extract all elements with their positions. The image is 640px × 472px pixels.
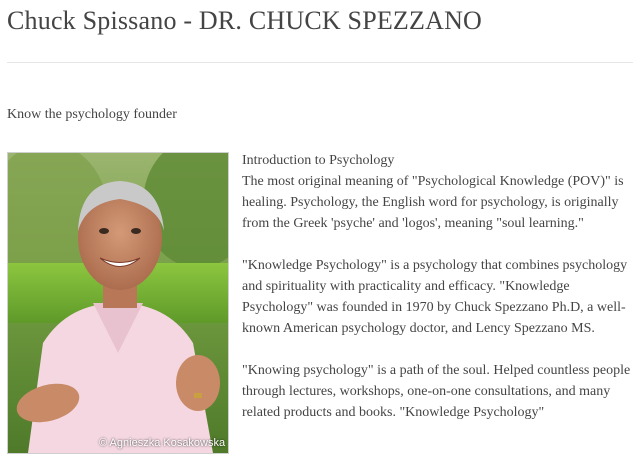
article-body [242, 150, 634, 444]
founder-photo-image [8, 153, 228, 453]
article-paragraph: "Knowledge Psychology" is a psychology that combines psychology and spirituality with practicality and efficacy. "Knowledge Psychology" was founded in 1970 by Chuck Spezzano Ph.D, a well-known American psychology doctor, and Lency Spezzano MS. [242, 258, 628, 336]
intro-text: Know the psychology founder [7, 107, 177, 122]
article-paragraph: "Knowing psychology" is a path of the soul. Helped countless people through lectures, workshops, one-on-one consultations, and many related products and books. "Knowledge Psychology" [242, 363, 631, 420]
article-paragraph: The most original meaning of "Psychological Knowledge (POV)" is healing. Psychology, the English word for psychology, is originally from the Greek 'psyche' and 'logos', meaning "soul learning." [242, 174, 624, 231]
founder-photo [7, 152, 229, 454]
article-heading: Introduction to Psychology [242, 153, 395, 168]
page-title: Chuck Spissano - DR. CHUCK SPEZZANO [7, 6, 483, 35]
title-divider [7, 62, 633, 63]
photo-credit: © Agnieszka Kosakowska [99, 437, 226, 449]
